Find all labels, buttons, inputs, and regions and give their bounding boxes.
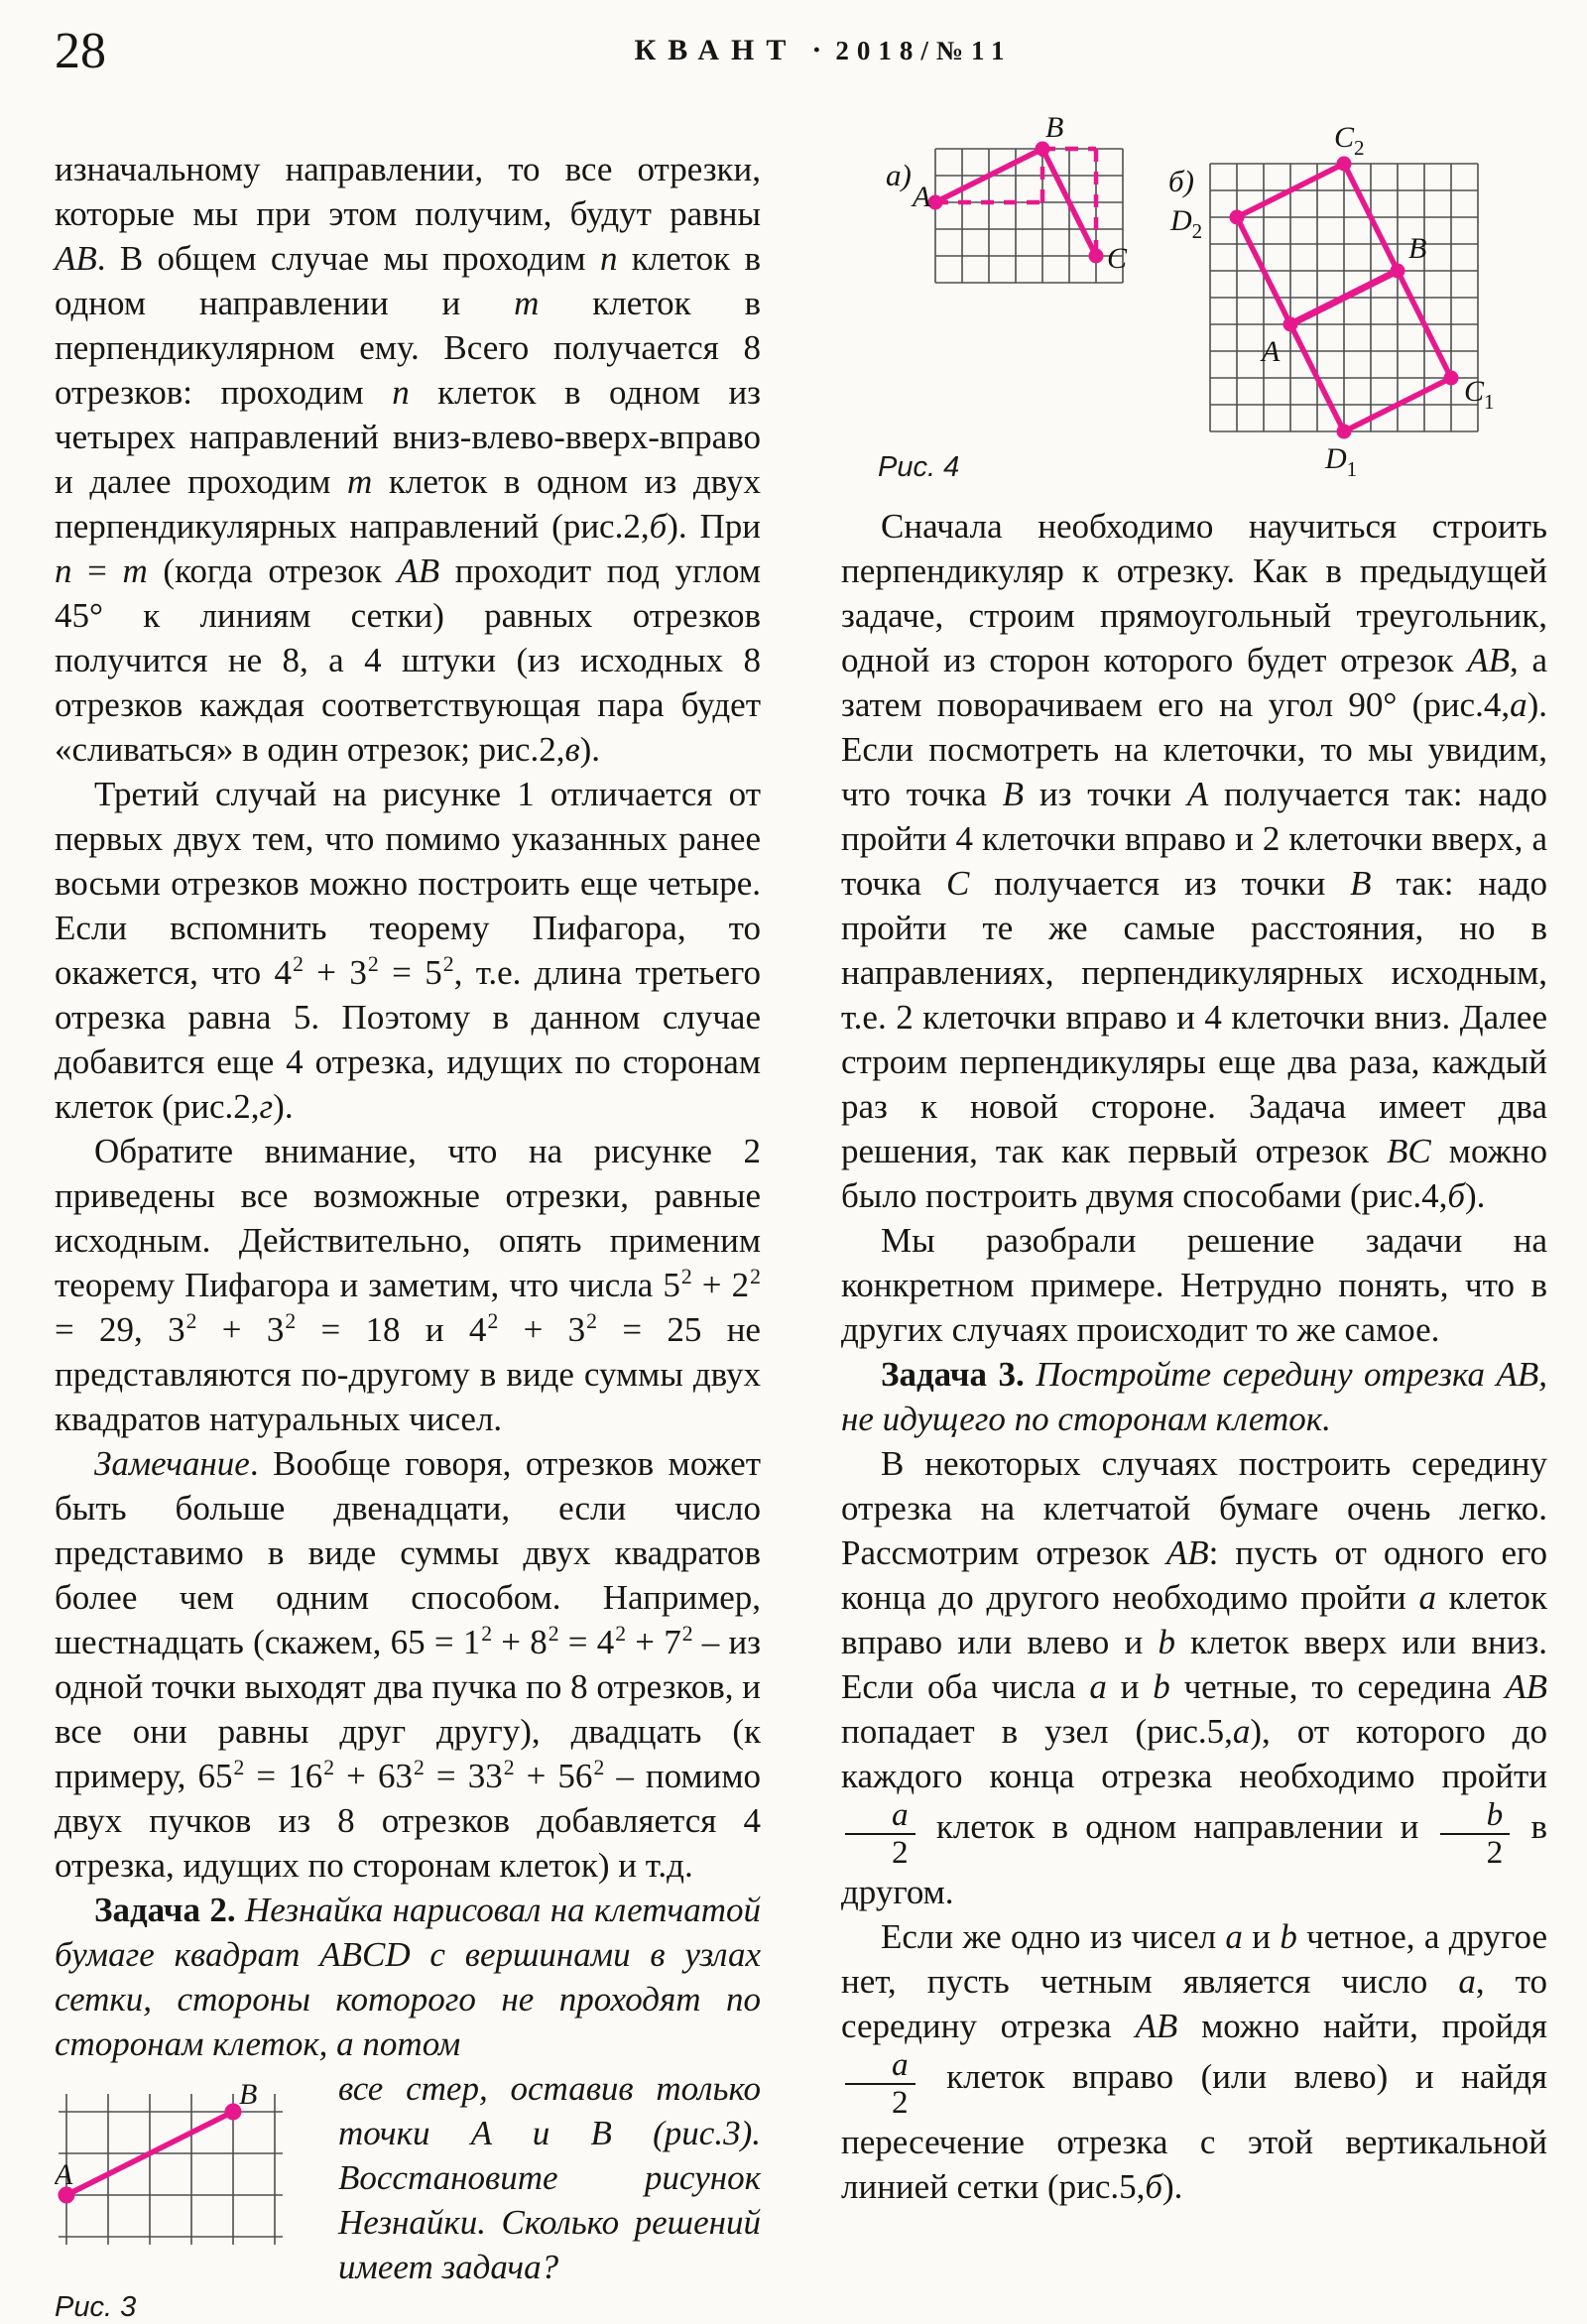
ris3-svg (55, 2074, 312, 2272)
ris4b-label-d2: $D_2$ (1170, 204, 1203, 243)
ris4-caption: Рис. 4 (878, 451, 960, 483)
ris3-label-b: B (239, 2078, 258, 2111)
journal-header (30, 34, 1587, 67)
paragraph: изначальному направлении, то все отрезки, которые мы при этом получим, будут равны AB. В общем случае мы проходим n клеток в одном направлении и m клеток в перпендикулярном ему. Всего получается 8 отрезков: проходим n клеток в одном из четырех направлений вниз-влево-вверх-вправо и далее проходим m клеток в одном из двух перпендикулярных направлений (рис.2,б). При n = m (когда отрезок AB проходит под углом 45° к линиям сетки) равных отрезков получится не 8, а 4 штуки (из исходных 8 отрезков каждая соответствующая пара будет «сливаться» в один отрезок; рис.2,в). (55, 150, 762, 769)
ris4a-label-b: B (1045, 111, 1064, 144)
paragraph: Замечание. Вообще говоря, отрезков может быть больше двенадцати, если число представимо в виде суммы двух квадратов более чем одним способом. Например, шестнадцать (скажем, $65 = 1^2 + 8^2 = 4^2 + 7^2$ – из одной точки выходят два пучка по 8 отрезков, и все они равны друг другу), двадцать (к примеру, $65^2 = 16^2 + 63^2 = 33^2 + 56^2$ – помимо двух пучков из 8 отрезков добавляется 4 отрезка, идущих по сторонам клеток) и т.д. (55, 1444, 762, 1885)
ris4b-point-c1-dot (1444, 371, 1459, 386)
left-column (55, 147, 761, 2324)
ris3-label-a: A (55, 2158, 73, 2191)
paragraph: Если же одно из чисел a и b четное, а другое нет, пусть четным является число a, то середину отрезка AB можно найти, пройдя $\frac{a}{2}$ клеток вправо (или влево) и найдя пересечение отрезка с этой вертикальной линией сетки (рис.5,б). (841, 1916, 1548, 2206)
ris4a-point-c-dot (1089, 249, 1104, 264)
ris4b-label-b: B (1408, 232, 1427, 265)
paragraph-task3: Задача 3. Постройте середину отрезка AB, не идущего по сторонам клеток. (841, 1355, 1547, 1438)
paragraph: В некоторых случаях построить середину отрезка на клетчатой бумаге очень легко. Рассмотрим отрезок AB: пусть от одного его конца до другого необходимо пройти a клеток вправо или влево и b клеток вверх или вниз. Если оба числа a и b четные, то середина AB попадает в узел (рис.5,а), от которого до каждого конца отрезка необходимо пройти $\frac{a}{2}$ клеток в одном направлении и $\frac{b}{2}$ в другом. (841, 1444, 1548, 1911)
ris4b-label-c2: $C_2$ (1334, 121, 1365, 160)
ris4b-label-c1: $C_1$ (1464, 375, 1495, 414)
figure-ris3 (55, 2074, 324, 2324)
paragraph-task2-continuation: все стер, оставив только точки A и B (рис.3). Восстановите рисунок Незнайки. Сколько решений имеет задача? (338, 2069, 761, 2286)
page-number: 28 (55, 23, 106, 79)
ris4b-point-d1-dot (1337, 425, 1352, 439)
ris4b-label-a: A (1262, 335, 1281, 368)
right-column (841, 107, 1547, 2209)
journal-issue: 2018/№11 (835, 36, 1013, 65)
ris4b-label-d1: $D_1$ (1325, 442, 1358, 481)
paragraph-task2: Задача 2. Незнайка нарисовал на клетчатой бумаге квадрат ABCD с вершинами в узлах сетки, стороны которого не проходят по сторонам клеток, а потом (55, 1891, 761, 2063)
ris4a-label-a: A (913, 181, 931, 213)
ris4b-point-a-dot (1283, 317, 1298, 332)
ris4b-tag: б) (1168, 164, 1194, 198)
ris3-caption: Рис. 3 (55, 2291, 137, 2323)
ris4b-point-d2-dot (1230, 210, 1245, 225)
paragraph: Третий случай на рисунке 1 отличается от первых двух тем, что помимо указанных ранее восьми отрезков можно построить еще четыре. Если вспомнить теорему Пифагора, то окажется, что $4^2 + 3^2 = 5^2$, т.е. длина третьего отрезка равна 5. Поэтому в данном случае добавится еще 4 отрезка, идущих по сторонам клеток (рис.2,г). (55, 775, 761, 1126)
paragraph: Мы разобрали решение задачи на конкретном примере. Нетрудно понять, что в других случаях происходит то же самое. (841, 1221, 1547, 1349)
header-separator: · (811, 34, 822, 66)
journal-title: КВАНТ (634, 34, 798, 66)
paragraph: Сначала необходимо научиться строить перпендикуляр к отрезку. Как в предыдущей задаче, строим прямоугольный треугольник, одной из сторон которого будет отрезок AB, а затем поворачиваем его на угол 90° (рис.4,а). Если посмотреть на клеточки, то мы увидим, что точка B из точки A получается так: надо пройти 4 клеточки вправо и 2 клеточки вверх, а точка C получается из точки B так: надо пройти те же самые расстояния, но в направлениях, перпендикулярных исходным, т.е. 2 клеточки вправо и 4 клеточки вниз. Далее строим перпендикуляры еще два раза, каждый раз к новой стороне. Задача имеет два решения, так как первый отрезок BC можно было построить двумя способами (рис.4,б). (841, 507, 1547, 1215)
ris3-grid (59, 2094, 283, 2245)
ris4b-point-c2-dot (1337, 157, 1352, 172)
paragraph: Обратите внимание, что на рисунке 2 приведены все возможные отрезки, равные исходным. Действительно, опять применим теорему Пифагора и заметим, что числа $5^2 + 2^2 = 29$, $3^2 + 3^2 = 18$ и $4^2 + 3^2 = 25$ не представляются по-другому в виде суммы двух квадратов натуральных чисел. (55, 1132, 761, 1438)
task2-wrap (55, 2066, 761, 2323)
ris4a-tag: а) (886, 158, 912, 192)
ris4a-label-c: C (1107, 242, 1128, 275)
ris4-svg (841, 107, 1547, 504)
figure-ris4 (841, 107, 1547, 504)
ris4b-point-b-dot (1391, 264, 1405, 279)
